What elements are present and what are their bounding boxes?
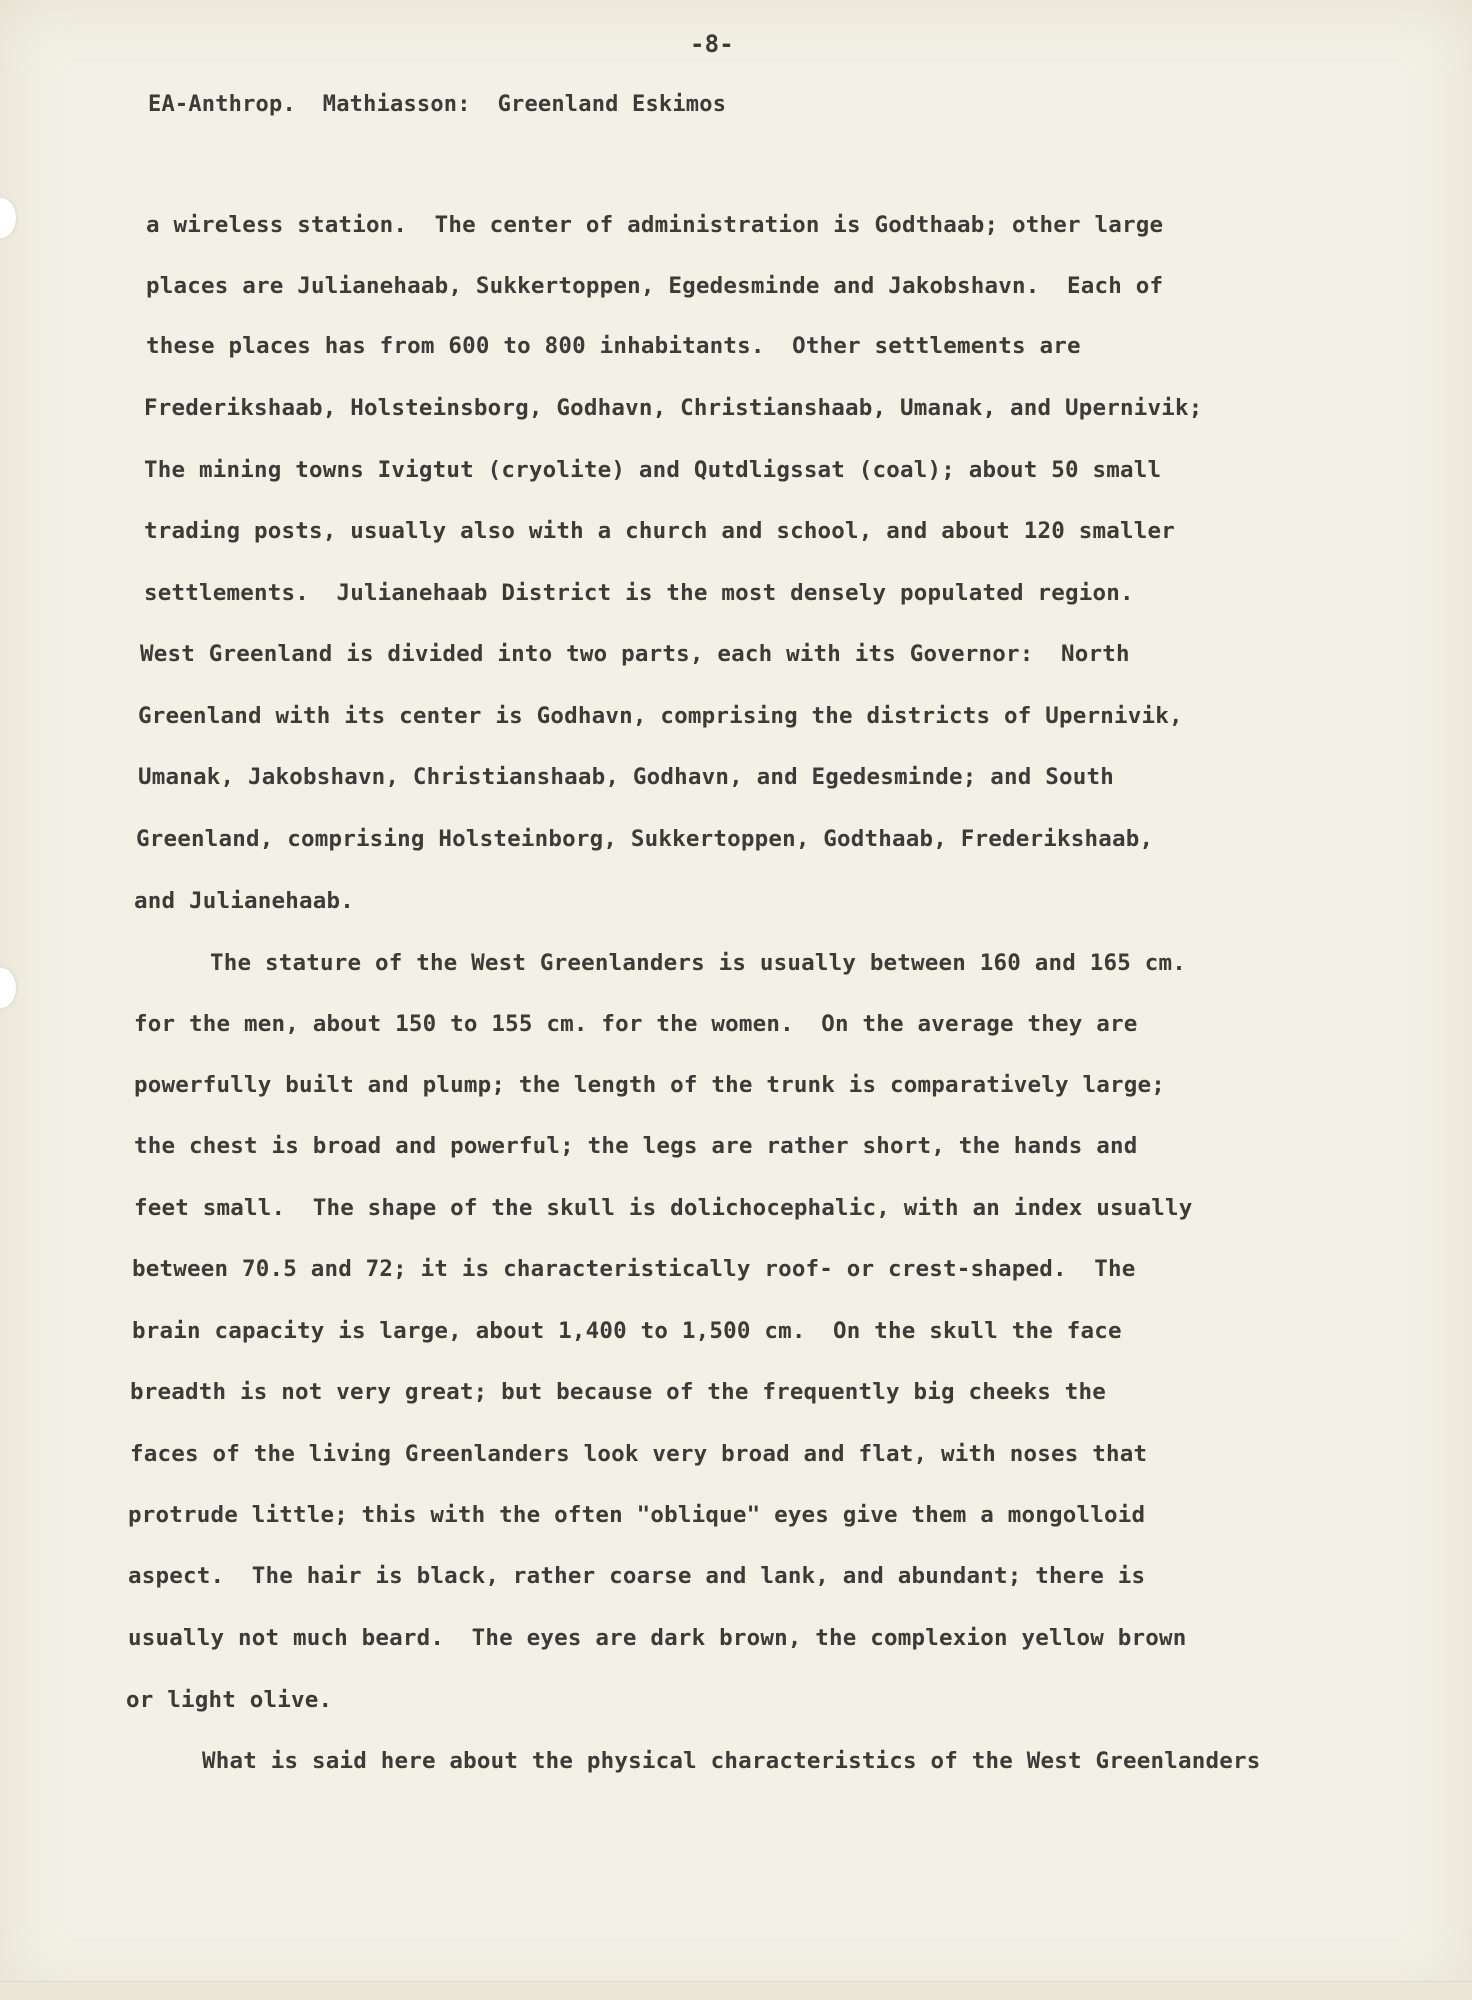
text-line: brain capacity is large, about 1,400 to 1,500 cm. On the skull the face [132,1318,1122,1344]
text-line: feet small. The shape of the skull is dolichocephalic, with an index usually [134,1195,1193,1221]
page-number: -8- [690,30,734,58]
text-line: Greenland, comprising Holsteinborg, Sukkertoppen, Godthaab, Frederikshaab, [136,826,1154,852]
text-line: Greenland with its center is Godhavn, comprising the districts of Upernivik, [138,703,1183,729]
text-line: Umanak, Jakobshavn, Christianshaab, Godhavn, and Egedesminde; and South [138,764,1114,790]
text-line: What is said here about the physical characteristics of the West Greenlanders [202,1748,1261,1774]
text-line: Frederikshaab, Holsteinsborg, Godhavn, Christianshaab, Umanak, and Upernivik; [144,395,1203,421]
text-line: these places has from 600 to 800 inhabitants. Other settlements are [146,333,1081,359]
text-line: protrude little; this with the often "oblique" eyes give them a mongolloid [128,1502,1146,1528]
text-line: faces of the living Greenlanders look very broad and flat, with noses that [130,1441,1148,1467]
text-line: or light olive. [126,1687,333,1713]
text-line: The stature of the West Greenlanders is usually between 160 and 165 cm. [210,950,1186,976]
running-header: EA-Anthrop. Mathiasson: Greenland Eskimos [148,92,727,117]
text-line: for the men, about 150 to 155 cm. for the women. On the average they are [134,1011,1138,1037]
text-line: trading posts, usually also with a church and school, and about 120 smaller [144,518,1175,544]
text-line: settlements. Julianehaab District is the most densely populated region. [144,580,1134,606]
text-line: a wireless station. The center of administration is Godthaab; other large [146,212,1164,238]
text-line: the chest is broad and powerful; the legs are rather short, the hands and [134,1133,1138,1159]
text-line: usually not much beard. The eyes are dark brown, the complexion yellow brown [128,1625,1187,1651]
text-line: aspect. The hair is black, rather coarse and lank, and abundant; there is [128,1563,1146,1589]
text-line: West Greenland is divided into two parts, each with its Governor: North [140,641,1130,667]
text-line: between 70.5 and 72; it is characteristically roof- or crest-shaped. The [132,1256,1136,1282]
page-bottom-edge [0,1981,1472,2000]
text-line: breadth is not very great; but because of the frequently big cheeks the [130,1379,1106,1405]
text-line: and Julianehaab. [134,888,354,914]
text-line: The mining towns Ivigtut (cryolite) and Qutdligssat (coal); about 50 small [144,457,1162,483]
text-line: places are Julianehaab, Sukkertoppen, Egedesminde and Jakobshavn. Each of [146,273,1164,299]
text-line: powerfully built and plump; the length of the trunk is comparatively large; [134,1072,1165,1098]
